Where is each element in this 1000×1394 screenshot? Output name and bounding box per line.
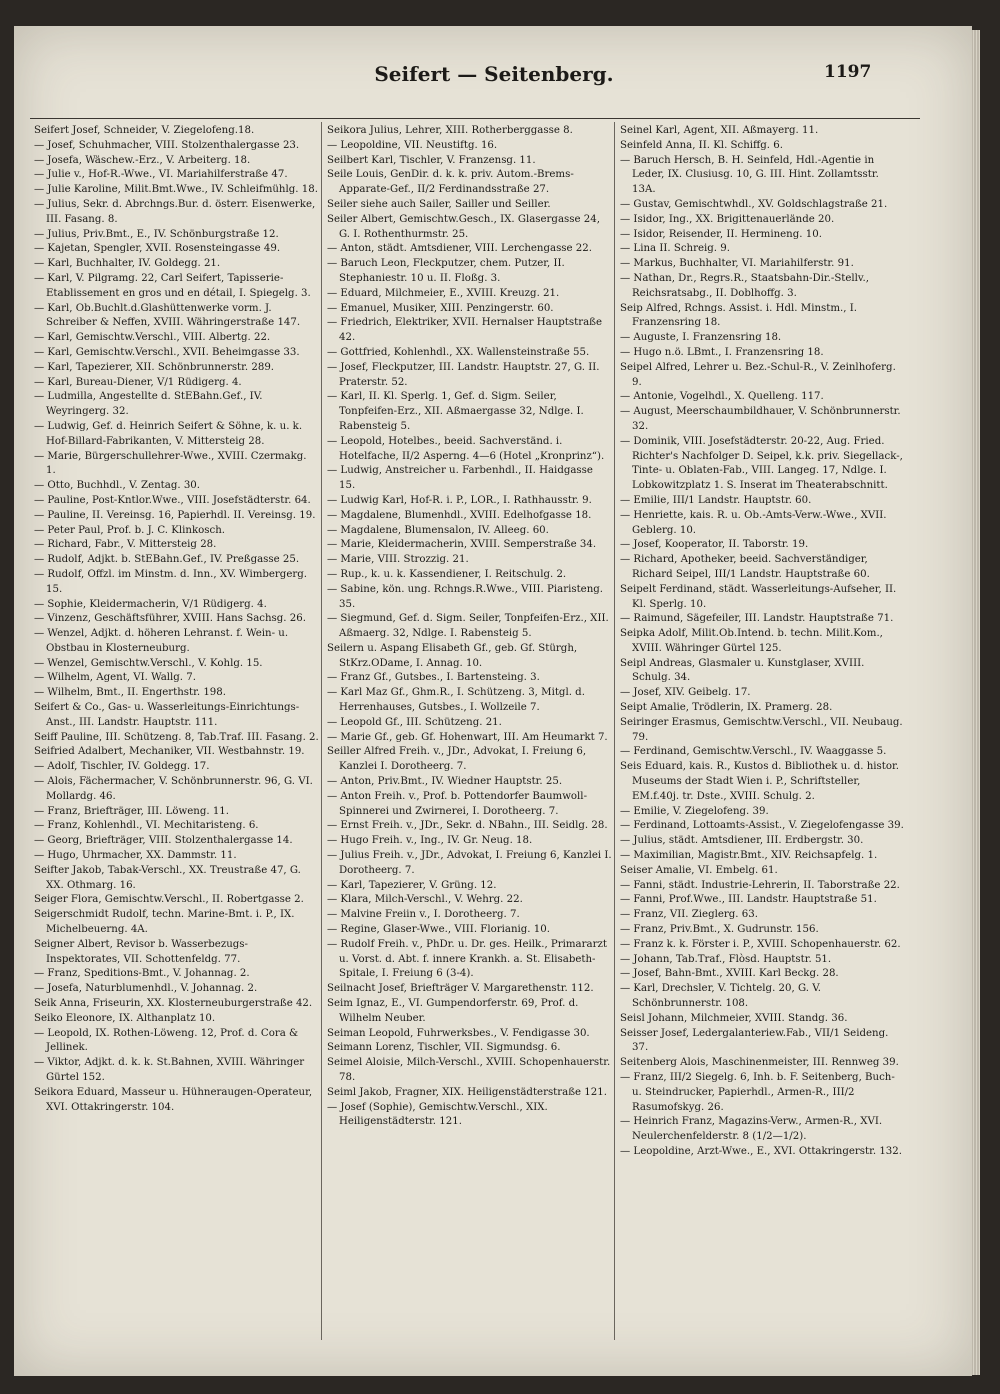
directory-entry: — Dominik, VIII. Josefstädterstr. 20-22, Aug. Fried. Richter's Nachfolger D. Seipel, k.k. priv. Siegellack-, Tinte- u. Oblaten-Fab., VIII. Langeg. 17, Ndlge. I. Lobkowitzplatz 1. S. Inserat im Theaterabschnitt. [620, 435, 903, 492]
directory-entry: — Sabine, kön. ung. Rchngs.R.Wwe., VIII. Piaristeng. 35. [327, 583, 604, 610]
directory-entry: Seipt Amalie, Trödlerin, IX. Pramerg. 28. [620, 702, 833, 714]
directory-entry: — Karl Maz Gf., Ghm.R., I. Schützeng. 3, Mitgl. d. Herrenhauses, Gutsbes., I. Wollzeile 7. [327, 687, 585, 714]
directory-entry: Seile Louis, GenDir. d. k. k. priv. Autom.-Brems-Apparate-Gef., II/2 Ferdinandsstraße 27. [327, 169, 574, 196]
directory-entry: — Franz, VII. Zieglerg. 63. [620, 909, 758, 921]
directory-entry: — Markus, Buchhalter, VI. Mariahilferstr. 91. [620, 258, 854, 270]
directory-entry: — Johann, Tab.Traf., Flòsd. Hauptstr. 51. [620, 953, 832, 965]
directory-entry: — Anton Freih. v., Prof. b. Pottendorfer Baumwoll-Spinnerei und Zwirnerei, I. Dorotheerg. 7. [327, 790, 588, 817]
directory-entry: — Leopold Gf., III. Schützeng. 21. [327, 716, 502, 728]
directory-entry: — Pauline, II. Vereinsg. 16, Papierhdl. II. Vereinsg. 19. [34, 509, 316, 521]
directory-entry: — Georg, Briefträger, VIII. Stolzenthalergasse 14. [34, 835, 293, 847]
directory-entry: Seigerschmidt Rudolf, techn. Marine-Bmt. i. P., IX. Michelbeuerng. 4A. [34, 909, 295, 936]
directory-entry: — Friedrich, Elektriker, XVII. Hernalser Hauptstraße 42. [327, 317, 603, 344]
directory-entry: Seikora Julius, Lehrer, XIII. Rotherberggasse 8. [327, 125, 573, 136]
directory-entry: — Wilhelm, Bmt., II. Engerthstr. 198. [34, 687, 227, 699]
directory-entry: — Isidor, Reisender, II. Hermineng. 10. [620, 228, 822, 240]
directory-entry: Seilbert Karl, Tischler, V. Franzensg. 11. [327, 154, 536, 166]
directory-entry: — Ludwig, Anstreicher u. Farbenhdl., II. Haidgasse 15. [327, 465, 593, 492]
directory-entry: Seitenberg Alois, Maschinenmeister, III. Rennweg 39. [620, 1057, 899, 1069]
directory-entry: — Hugo, Uhrmacher, XX. Dammstr. 11. [34, 850, 237, 862]
directory-entry: — Anton, städt. Amtsdiener, VIII. Lerchengasse 22. [327, 243, 593, 255]
directory-entry: Seinel Karl, Agent, XII. Aßmayerg. 11. [620, 125, 819, 136]
directory-entry: Seim Ignaz, E., VI. Gumpendorferstr. 69, Prof. d. Wilhelm Neuber. [327, 998, 579, 1024]
directory-entry: — Karl, Drechsler, V. Tichtelg. 20, G. V. Schönbrunnerstr. 108. [620, 983, 822, 1010]
directory-entry: Seipel Alfred, Lehrer u. Bez.-Schul-R., V. Zeinlhoferg. 9. [620, 361, 896, 388]
directory-entry: — Alois, Fächermacher, V. Schönbrunnerstr. 96, G. VI. Mollardg. 46. [34, 776, 313, 802]
directory-column-1 [34, 124, 319, 1115]
directory-entry: — Adolf, Tischler, IV. Goldegg. 17. [34, 761, 210, 773]
directory-entry: Seifert Josef, Schneider, V. Ziegelofeng.18. [34, 125, 255, 136]
directory-entry: Seiringer Erasmus, Gemischtw.Verschl., VII. Neubaug. 79. [620, 716, 903, 743]
directory-entry: — Heinrich Franz, Magazins-Verw., Armen-R., XVI. Neulerchenfelderstr. 8 (1/2—1/2). [620, 1116, 883, 1143]
directory-entry: — Leopold, Hotelbes., beeid. Sachverständ. i. Hotelfache, II/2 Asperng. 4—6 (Hotel „Kronprinz“). [327, 435, 605, 462]
directory-entry: — Marie, Bürgerschullehrer-Wwe., XVIII. Czermakg. 1. [34, 450, 307, 477]
directory-entry: — Wenzel, Gemischtw.Verschl., V. Kohlg. 15. [34, 657, 263, 669]
directory-entry: — Josef, Schuhmacher, VIII. Stolzenthalergasse 23. [34, 139, 300, 151]
directory-entry: — Maximilian, Magistr.Bmt., XIV. Reichsapfelg. 1. [620, 850, 878, 862]
directory-entry: — Ferdinand, Gemischtw.Verschl., IV. Waaggasse 5. [620, 746, 887, 758]
directory-entry: — Peter Paul, Prof. b. J. C. Klinkosch. [34, 524, 225, 536]
directory-entry: — Otto, Buchhdl., V. Zentag. 30. [34, 480, 201, 492]
directory-entry: — Eduard, Milchmeier, E., XVIII. Kreuzg. 21. [327, 287, 560, 299]
directory-entry: — Fanni, städt. Industrie-Lehrerin, II. Taborstraße 22. [620, 879, 900, 891]
directory-entry: — Wilhelm, Agent, VI. Wallg. 7. [34, 672, 197, 684]
directory-entry: — Josef, Kooperator, II. Taborstr. 19. [620, 539, 809, 551]
directory-entry: — Wenzel, Adjkt. d. höheren Lehranst. f. Wein- u. Obstbau in Klosterneuburg. [34, 628, 289, 654]
directory-entry: Seimel Aloisie, Milch-Verschl., XVIII. Schopenhauerstr. 78. [327, 1057, 611, 1083]
directory-entry: — Leopoldine, Arzt-Wwe., E., XVI. Ottakringerstr. 132. [620, 1145, 903, 1157]
directory-entry: — Julius, Priv.Bmt., E., IV. Schönburgstraße 12. [34, 228, 279, 240]
directory-entry: Seiser Amalie, VI. Embelg. 61. [620, 864, 778, 876]
directory-entry: Seiko Eleonore, IX. Althanplatz 10. [34, 1012, 216, 1024]
directory-entry: — Antonie, Vogelhdl., X. Quelleng. 117. [620, 391, 824, 403]
directory-entry: — Karl, V. Pilgramg. 22, Carl Seifert, Tapisserie-Etablissement en gros und en détail, I. Spiegelg. 3. [34, 272, 311, 299]
directory-entry: — Franz Gf., Gutsbes., I. Bartensteing. 3. [327, 672, 540, 684]
directory-entry: — Raimund, Sägefeiler, III. Landstr. Hauptstraße 71. [620, 613, 894, 625]
header-rule [30, 118, 920, 119]
directory-entry: — Rudolf Freih. v., PhDr. u. Dr. ges. Heilk., Primararzt u. Vorst. d. Abt. f. innere Krankh. a. St. Elisabeth-Spitale, I. Freiung 6 (3-4). [327, 938, 607, 980]
directory-entry: — Richard, Fabr., V. Mittersteig 28. [34, 539, 217, 551]
directory-entry: — Vinzenz, Geschäftsführer, XVIII. Hans Sachsg. 26. [34, 613, 306, 625]
column-divider [614, 122, 615, 1340]
directory-entry: Seilnacht Josef, Briefträger V. Margarethenstr. 112. [327, 983, 594, 995]
directory-entry: — August, Meerschaumbildhauer, V. Schönbrunnerstr. 32. [620, 406, 901, 432]
directory-entry: Seifert & Co., Gas- u. Wasserleitungs-Einrichtungs-Anst., III. Landstr. Hauptstr. 111. [34, 702, 300, 728]
directory-entry: — Siegmund, Gef. d. Sigm. Seiler, Tonpfeifen-Erz., XII. Aßmaerg. 32, Ndlge. I. Rabensteig 5. [327, 613, 609, 640]
directory-entry: — Ludwig Karl, Hof-R. i. P., LOR., I. Rathhausstr. 9. [327, 494, 592, 506]
directory-entry: — Baruch Hersch, B. H. Seinfeld, Hdl.-Agentie in Leder, IX. Clusiusg. 10, G. III. Hint. Zollamtsstr. 13A. [620, 154, 879, 196]
directory-entry: — Karl, Gemischtw.Verschl., VIII. Albertg. 22. [34, 332, 271, 344]
directory-entry: — Karl, Bureau-Diener, V/1 Rüdigerg. 4. [34, 376, 242, 388]
directory-entry: — Julius Freih. v., JDr., Advokat, I. Freiung 6, Kanzlei I. Dorotheerg. 7. [327, 850, 612, 876]
directory-entry: Seiller Alfred Freih. v., JDr., Advokat, I. Freiung 6, Kanzlei I. Dorotheerg. 7. [327, 746, 587, 773]
directory-entry: — Franz, Briefträger, III. Löweng. 11. [34, 805, 230, 817]
directory-entry: — Malvine Freiin v., I. Dorotheerg. 7. [327, 909, 520, 921]
directory-entry: — Marie, VIII. Strozzig. 21. [327, 554, 469, 566]
directory-entry: — Ludmilla, Angestellte d. StEBahn.Gef., IV. Weyringerg. 32. [34, 391, 263, 418]
directory-entry: — Franz, Speditions-Bmt., V. Johannag. 2. [34, 968, 250, 980]
directory-page [14, 26, 972, 1376]
directory-entry: — Hugo Freih. v., Ing., IV. Gr. Neug. 18. [327, 835, 533, 847]
directory-entry: — Julius, städt. Amtsdiener, III. Erdbergstr. 30. [620, 835, 864, 847]
directory-entry: Seimann Lorenz, Tischler, VII. Sigmundsg. 6. [327, 1042, 561, 1054]
directory-entry: Seisser Josef, Ledergalanteriew.Fab., VII/1 Seideng. 37. [620, 1027, 889, 1054]
directory-entry: — Magdalene, Blumenhdl., XVIII. Edelhofgasse 18. [327, 509, 592, 521]
directory-entry: — Magdalene, Blumensalon, IV. Alleeg. 60. [327, 524, 549, 536]
directory-entry: — Franz, III/2 Siegelg. 6, Inh. b. F. Seitenberg, Buch- u. Steindrucker, Papierhdl., Armen-R., III/2 Rasumofskyg. 26. [620, 1072, 895, 1113]
directory-entry: — Marie, Kleidermacherin, XVIII. Semperstraße 34. [327, 539, 597, 551]
directory-entry: Seik Anna, Friseurin, XX. Klosterneuburgerstraße 42. [34, 998, 313, 1010]
directory-column-3 [620, 124, 905, 1160]
column-divider [321, 122, 322, 1340]
directory-entry: — Henriette, kais. R. u. Ob.-Amts-Verw.-Wwe., XVII. Geblerg. 10. [620, 509, 887, 536]
directory-entry: Seifter Jakob, Tabak-Verschl., XX. Treustraße 47, G. XX. Othmarg. 16. [34, 864, 301, 891]
directory-entry: Seiml Jakob, Fragner, XIX. Heiligenstädterstraße 121. [327, 1086, 607, 1098]
directory-entry: — Karl, Ob.Buchlt.d.Glashüttenwerke vorm. J. Schreiber & Neffen, XVIII. Währingerstraße 147. [34, 302, 301, 329]
directory-entry: — Klara, Milch-Verschl., V. Wehrg. 22. [327, 894, 523, 906]
directory-entry: — Marie Gf., geb. Gf. Hohenwart, III. Am Heumarkt 7. [327, 731, 608, 743]
directory-entry: — Leopoldine, VII. Neustiftg. 16. [327, 139, 498, 151]
directory-entry: Seinfeld Anna, II. Kl. Schiffg. 6. [620, 139, 784, 151]
directory-entry: — Karl, II. Kl. Sperlg. 1, Gef. d. Sigm. Seiler, Tonpfeifen-Erz., XII. Aßmaergasse 32, Ndlge. I. Rabensteig 5. [327, 391, 584, 432]
directory-entry: — Julie v., Hof-R.-Wwe., VI. Mariahilferstraße 47. [34, 169, 288, 181]
directory-entry: — Josef, Bahn-Bmt., XVIII. Karl Beckg. 28. [620, 968, 839, 980]
directory-entry: — Fanni, Prof.Wwe., III. Landstr. Hauptstraße 51. [620, 894, 877, 906]
directory-entry: — Rudolf, Offzl. im Minstm. d. Inn., XV. Wimbergerg. 15. [34, 568, 307, 595]
directory-entry: — Gottfried, Kohlenhdl., XX. Wallensteinstraße 55. [327, 346, 590, 358]
directory-entry: — Karl, Gemischtw.Verschl., XVII. Beheimgasse 33. [34, 346, 300, 358]
page-header-title: Seifert — Seitenberg. [374, 62, 614, 86]
directory-entry: — Julius, Sekr. d. Abrchngs.Bur. d. österr. Eisenwerke, III. Fasang. 8. [34, 198, 316, 225]
directory-entry: — Baruch Leon, Fleckputzer, chem. Putzer, II. Stephaniestr. 10 u. II. Floßg. 3. [327, 258, 565, 284]
directory-entry: Seiler Albert, Gemischtw.Gesch., IX. Glasergasse 24, G. I. Rothenthurmstr. 25. [327, 213, 600, 240]
directory-entry: — Hugo n.ö. LBmt., I. Franzensring 18. [620, 346, 824, 358]
directory-entry: Seiman Leopold, Fuhrwerksbes., V. Fendigasse 30. [327, 1027, 590, 1039]
directory-entry: — Richard, Apotheker, beeid. Sachverständiger, Richard Seipel, III/1 Landstr. Hauptstraße 60. [620, 554, 870, 580]
directory-entry: — Josefa, Wäschew.-Erz., V. Arbeiterg. 18. [34, 154, 251, 166]
directory-entry: — Karl, Tapezierer, XII. Schönbrunnerstr. 289. [34, 361, 275, 373]
directory-entry: Seis Eduard, kais. R., Kustos d. Bibliothek u. d. histor. Museums der Stadt Wien i. P., Schriftsteller, EM.f.40j. tr. Dste., XVIII. Schulg. 2. [620, 761, 899, 802]
directory-entry: — Karl, Buchhalter, IV. Goldegg. 21. [34, 258, 221, 270]
directory-entry: — Josefa, Naturblumenhdl., V. Johannag. 2. [34, 983, 258, 995]
directory-entry: Seipelt Ferdinand, städt. Wasserleitungs-Aufseher, II. Kl. Sperlg. 10. [620, 583, 897, 610]
directory-entry: Seiler siehe auch Sailer, Sailler und Seiller. [327, 198, 551, 210]
directory-entry: — Pauline, Post-Kntlor.Wwe., VIII. Josefstädterstr. 64. [34, 494, 311, 506]
directory-entry: Seisl Johann, Milchmeier, XVIII. Standg. 36. [620, 1012, 848, 1024]
directory-entry: — Josef (Sophie), Gemischtw.Verschl., XIX. Heiligenstädterstr. 121. [327, 1101, 548, 1128]
directory-entry: — Ludwig, Gef. d. Heinrich Seifert & Söhne, k. u. k. Hof-Billard-Fabrikanten, V. Mittersteig 28. [34, 420, 303, 447]
directory-entry: — Ernst Freih. v., JDr., Sekr. d. NBahn., III. Seidlg. 28. [327, 820, 608, 832]
directory-entry: — Franz, Priv.Bmt., X. Gudrunstr. 156. [620, 924, 819, 936]
directory-entry: — Viktor, Adjkt. d. k. k. St.Bahnen, XVIII. Währinger Gürtel 152. [34, 1057, 305, 1083]
directory-entry: Seilern u. Aspang Elisabeth Gf., geb. Gf. Stürgh, StKrz.ODame, I. Annag. 10. [327, 642, 578, 669]
directory-entry: Seifried Adalbert, Mechaniker, VII. Westbahnstr. 19. [34, 746, 305, 758]
directory-column-2 [327, 124, 612, 1130]
directory-entry: — Karl, Tapezierer, V. Grüng. 12. [327, 879, 497, 891]
directory-entry: Seiff Pauline, III. Schützeng. 8, Tab.Traf. III. Fasang. 2. [34, 731, 319, 743]
directory-entry: — Josef, Fleckputzer, III. Landstr. Hauptstr. 27, G. II. Praterstr. 52. [327, 361, 600, 388]
directory-entry: Seipka Adolf, Milit.Ob.Intend. b. techn. Milit.Kom., XVIII. Währinger Gürtel 125. [620, 628, 883, 654]
directory-entry: — Rudolf, Adjkt. b. StEBahn.Gef., IV. Preßgasse 25. [34, 554, 300, 566]
directory-entry: — Kajetan, Spengler, XVII. Rosensteingasse 49. [34, 243, 281, 255]
page-number: 1197 [824, 62, 872, 82]
directory-entry: Seikora Eduard, Masseur u. Hühneraugen-Operateur, XVI. Ottakringerstr. 104. [34, 1086, 313, 1113]
directory-entry: Seipl Andreas, Glasmaler u. Kunstglaser, XVIII. Schulg. 34. [620, 657, 865, 684]
directory-entry: — Auguste, I. Franzensring 18. [620, 332, 782, 344]
directory-entry: — Ferdinand, Lottoamts-Assist., V. Ziegelofengasse 39. [620, 820, 904, 832]
directory-entry: — Nathan, Dr., Regrs.R., Staatsbahn-Dir.-Stellv., Reichsratsabg., II. Doblhoffg. 3. [620, 272, 869, 299]
directory-entry: Seip Alfred, Rchngs. Assist. i. Hdl. Minstm., I. Franzensring 18. [620, 302, 857, 329]
directory-entry: — Rup., k. u. k. Kassendiener, I. Reitschulg. 2. [327, 568, 567, 580]
directory-entry: — Leopold, IX. Rothen-Löweng. 12, Prof. d. Cora & Jellinek. [34, 1027, 299, 1054]
directory-entry: — Emilie, III/1 Landstr. Hauptstr. 60. [620, 494, 812, 506]
directory-entry: — Franz, Kohlenhdl., VI. Mechitaristeng. 6. [34, 820, 259, 832]
directory-entry: — Lina II. Schreig. 9. [620, 243, 730, 255]
directory-entry: Seigner Albert, Revisor b. Wasserbezugs-Inspektorates, VII. Schottenfeldg. 77. [34, 938, 248, 965]
directory-entry: — Julie Karoline, Milit.Bmt.Wwe., IV. Schleifmühlg. 18. [34, 184, 318, 196]
directory-entry: — Emanuel, Musiker, XIII. Penzingerstr. 60. [327, 302, 554, 314]
directory-entry: — Sophie, Kleidermacherin, V/1 Rüdigerg. 4. [34, 598, 267, 610]
directory-entry: — Franz k. k. Förster i. P., XVIII. Schopenhauerstr. 62. [620, 938, 901, 950]
directory-entry: — Anton, Priv.Bmt., IV. Wiedner Hauptstr. 25. [327, 776, 563, 788]
directory-entry: — Isidor, Ing., XX. Brigittenauerlände 20. [620, 213, 835, 225]
directory-entry: — Emilie, V. Ziegelofeng. 39. [620, 805, 769, 817]
directory-entry: — Josef, XIV. Geibelg. 17. [620, 687, 751, 699]
directory-entry: — Regine, Glaser-Wwe., VIII. Florianig. 10. [327, 924, 550, 936]
directory-entry: Seiger Flora, Gemischtw.Verschl., II. Robertgasse 2. [34, 894, 304, 906]
directory-entry: — Gustav, Gemischtwhdl., XV. Goldschlagstraße 21. [620, 198, 888, 210]
